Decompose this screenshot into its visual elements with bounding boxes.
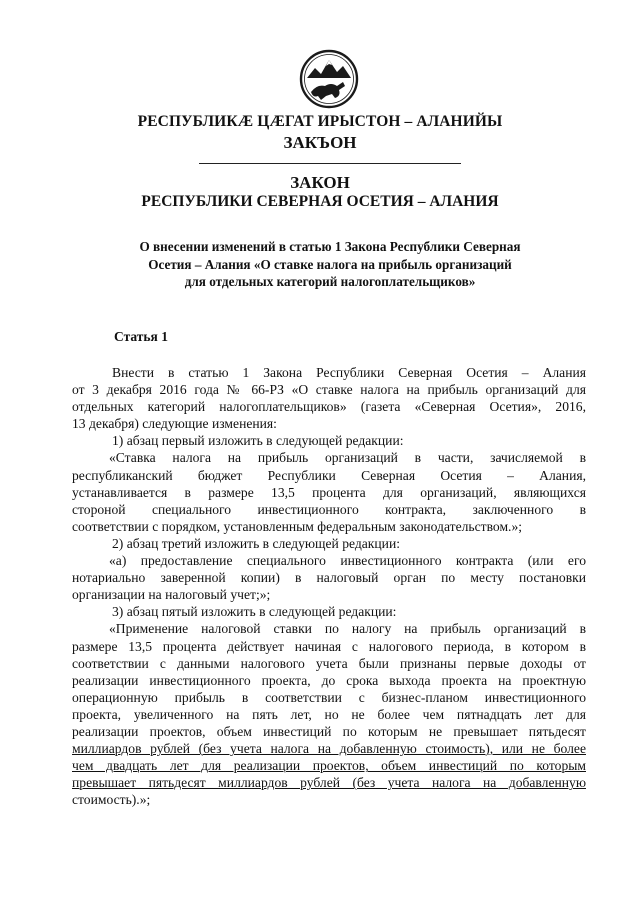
republic-name-ossetian: РЕСПУБЛИКӔ ЦӔГАТ ИРЫСТОН – АЛАНИЙЫ — [137, 113, 503, 130]
body-line: «Ставка налога на прибыль организаций в части, зачисляемой в — [109, 450, 586, 466]
body-line: устанавливается в размере 13,5 процента для организаций, являющихся — [72, 484, 586, 500]
subject-line: Осетия – Алания «О ставке налога на прибыль организаций — [148, 256, 512, 272]
body-line: стоимость).»; — [72, 792, 151, 808]
body-line: реализации проектов, объем инвестиций по которым не превышает пятьдесят — [72, 723, 586, 739]
body-line: Внести в статью 1 Закона Республики Северная Осетия – Алания — [112, 365, 586, 380]
body-line: от 3 декабря 2016 года № 66-РЗ «О ставке налога на прибыль организаций для — [72, 382, 586, 398]
subject-line: О внесении изменений в статью 1 Закона Республики Северная — [139, 239, 521, 254]
body-line: соответствии с порядком, установленным федеральным законодательством.»; — [72, 518, 523, 534]
body-line-underlined: миллиардов рублей (без учета налога на добавленную стоимость), или не более — [72, 741, 586, 757]
body-line: проекта, увеличенного на пять лет, но не более чем пятнадцать лет для — [72, 706, 586, 722]
republic-name-russian: РЕСПУБЛИКИ СЕВЕРНАЯ ОСЕТИЯ – АЛАНИЯ — [141, 193, 499, 210]
body-line: нотариально заверенной копии) в налоговый орган по месту постановки — [72, 570, 586, 586]
body-line: 2) абзац третий изложить в следующей редакции: — [112, 535, 401, 551]
body-line: стороной специального инвестиционного контракта, заключенного в — [72, 501, 586, 517]
body-line: 13 декабря) следующие изменения: — [72, 416, 277, 432]
law-subject — [100, 238, 560, 291]
header-divider — [199, 163, 461, 164]
body-line: «Применение налоговой ставки по налогу на прибыль организаций в — [109, 621, 586, 637]
law-title-ossetian: ЗАКЪОН — [283, 133, 357, 152]
body-line: 1) абзац первый изложить в следующей редакции: — [112, 433, 404, 449]
body-line: «а) предоставление специального инвестиционного контракта (или его — [109, 553, 586, 569]
body-line: реализации инвестиционного проекта, до срока выхода проекта на проектную — [72, 672, 586, 688]
body-line: 3) абзац пятый изложить в следующей редакции: — [112, 604, 397, 620]
body-line: размере 13,5 процента действует начиная с налогового периода, в котором в — [72, 638, 586, 654]
body-line: организации на налоговый учет;»; — [72, 587, 271, 603]
article-body — [72, 364, 586, 808]
law-title-russian: ЗАКОН — [290, 173, 350, 192]
body-line-underlined: превышает пятьдесят миллиардов рублей (без учета налога на добавленную — [72, 775, 586, 791]
body-line: операционную прибыль в соответствии с бизнес-планом инвестиционного — [72, 689, 586, 705]
body-line: отдельных категорий налогоплательщиков» (газета «Северная Осетия», 2016, — [72, 399, 586, 415]
subject-line: для отдельных категорий налогоплательщиков» — [184, 274, 476, 289]
body-line: соответствии с данными налогового учета были признаны первые доходы от — [72, 655, 586, 671]
article-title: Статья 1 — [114, 329, 168, 344]
body-line: республиканский бюджет Республики Северная Осетия – Алания, — [72, 467, 586, 483]
coat-of-arms-emblem-icon — [299, 48, 359, 110]
body-line-underlined: чем двадцать лет для реализации проектов, объем инвестиций по которым — [72, 758, 586, 774]
